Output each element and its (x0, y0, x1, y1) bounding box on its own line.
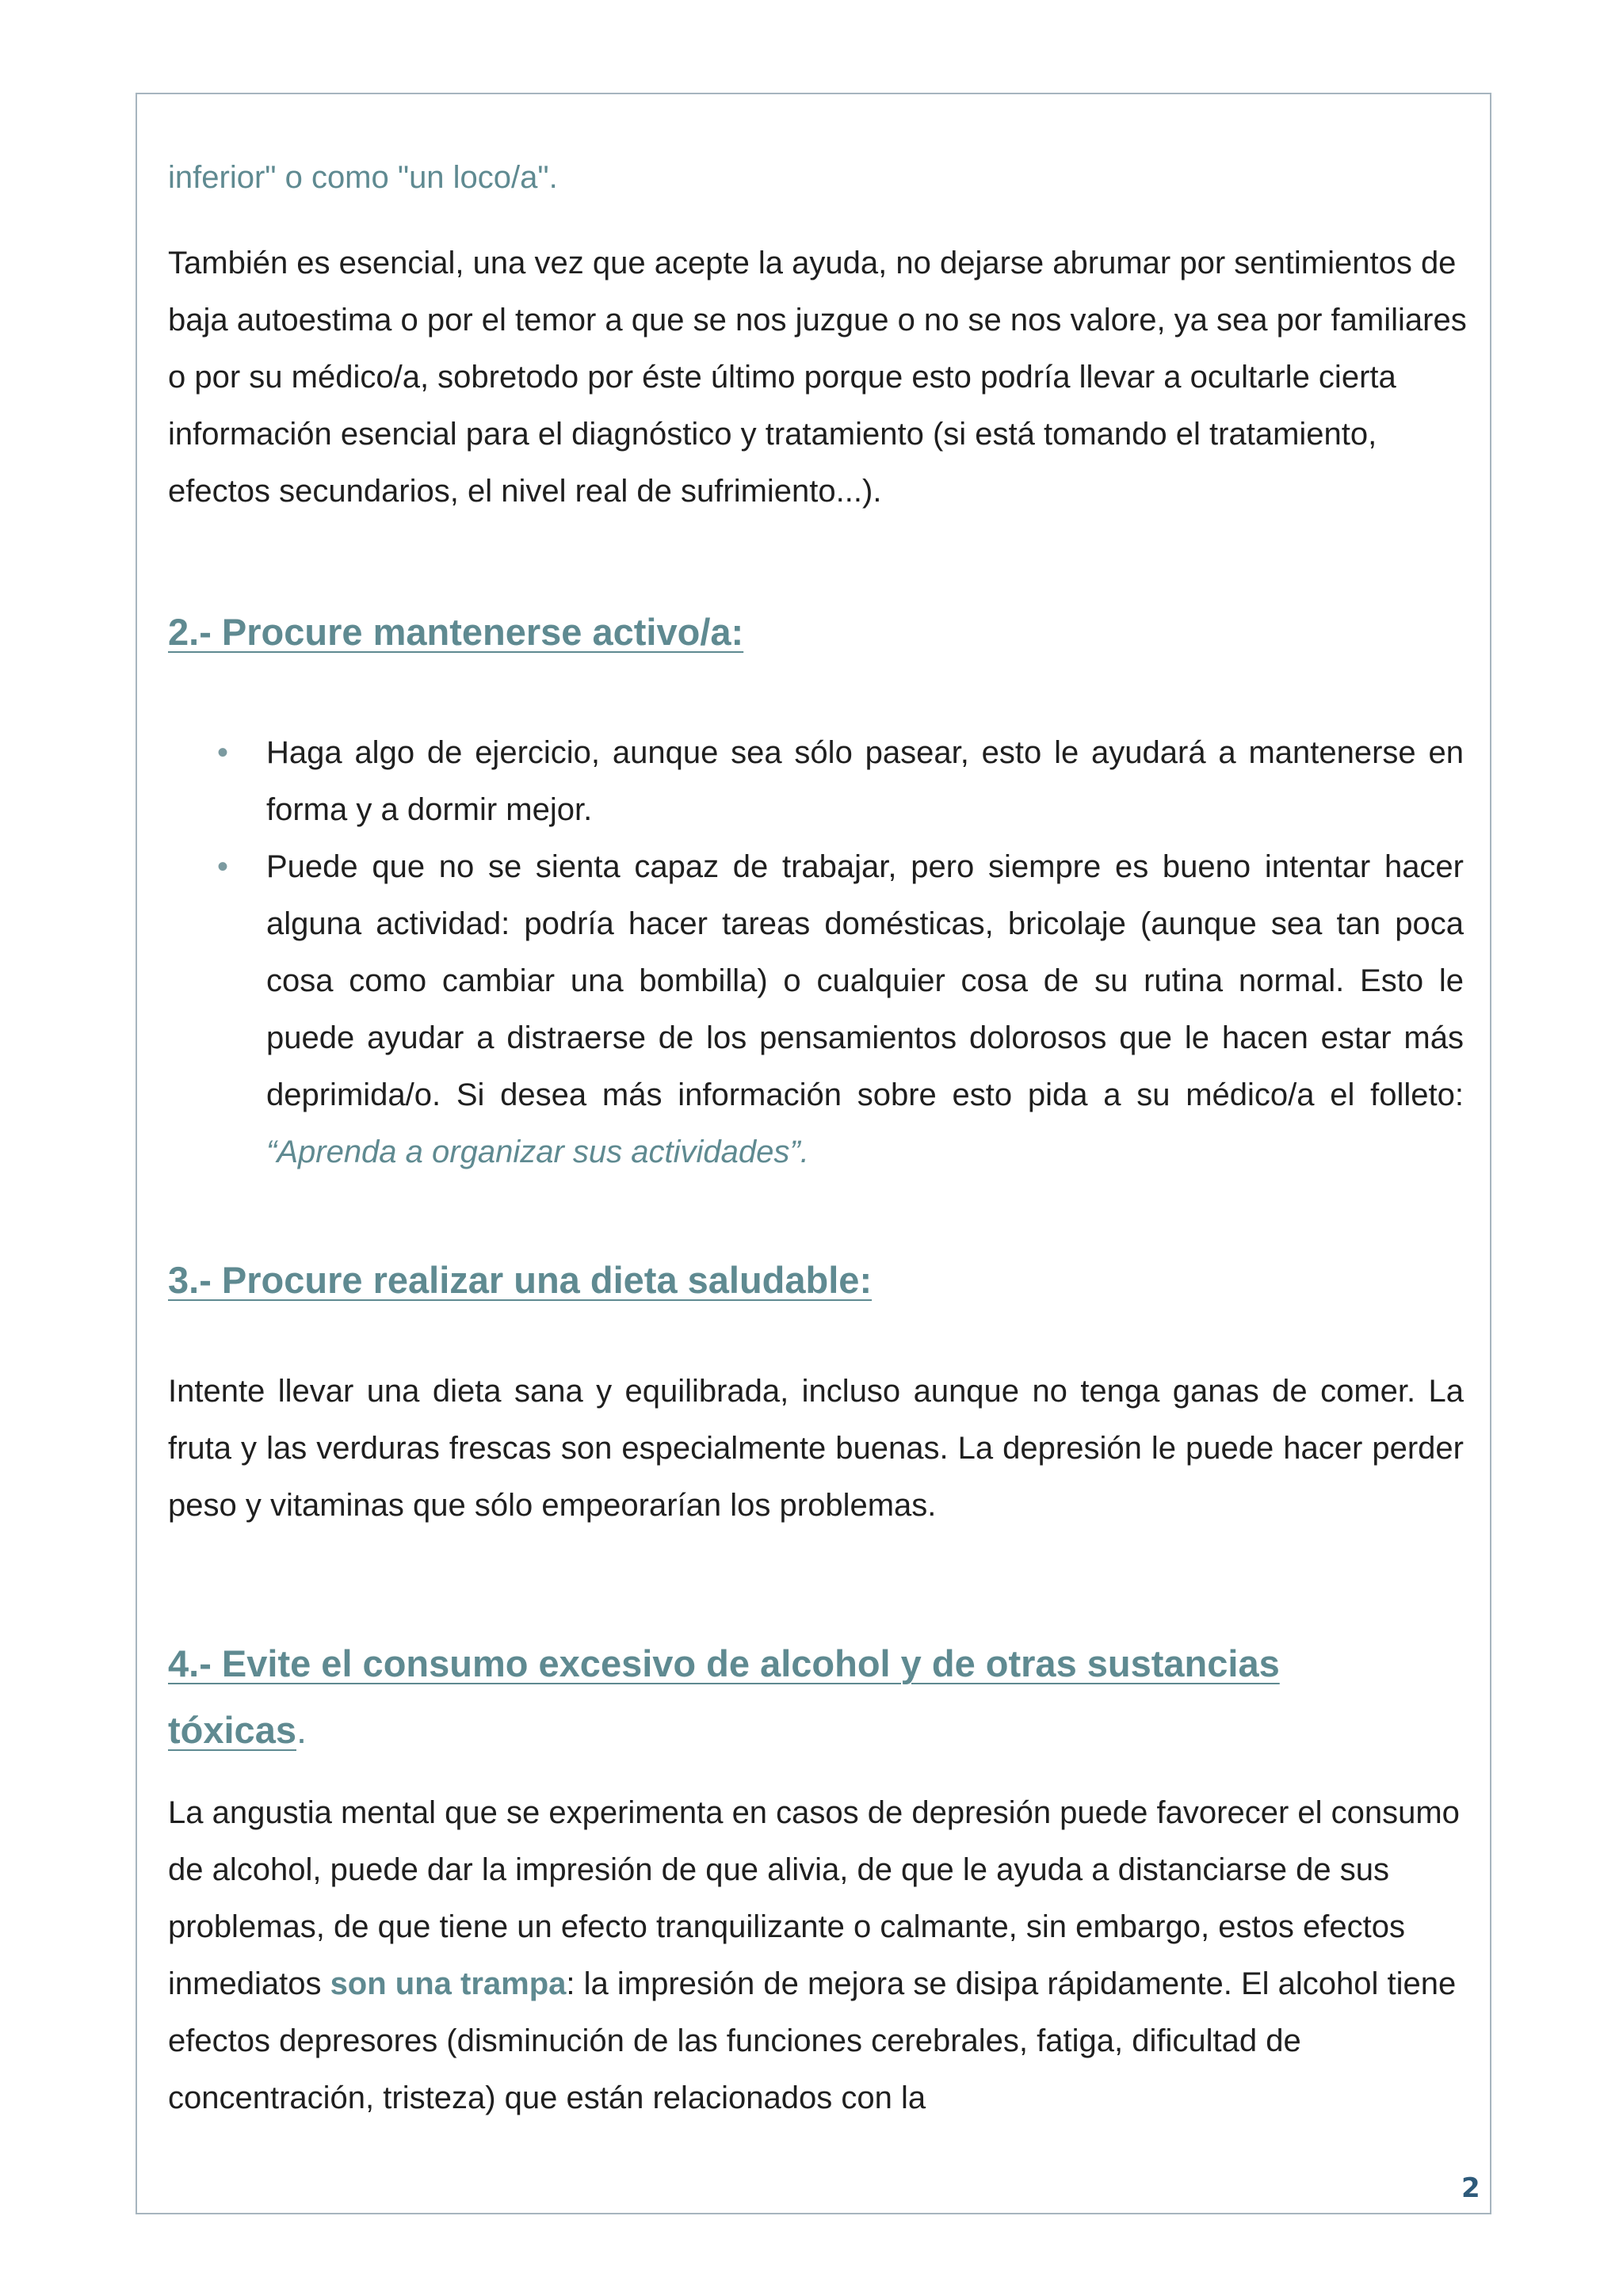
paragraph-alcohol (168, 1784, 1468, 2126)
paragraph-diet: Intente llevar una dieta sana y equilibrada, incluso aunque no tenga ganas de comer. La fruta y las verduras frescas son especialmente buenas. La depresión le puede hacer perder peso y vitaminas que sólo empeorarían los problemas. (168, 1374, 1464, 1523)
section-4-heading-period: . (296, 1709, 307, 1751)
section-4-heading-line2: tóxicas (168, 1709, 296, 1751)
list-item (168, 838, 1464, 1180)
bullet-icon: • (217, 735, 229, 770)
activity-bullet-list (168, 724, 1464, 1180)
section-3-heading-text: 3.- Procure realizar una dieta saludable: (168, 1259, 873, 1301)
section-3-heading (168, 1247, 1464, 1314)
bullet-text-exercise: Haga algo de ejercicio, aunque sea sólo pasear, esto le ayudará a mantenerse en forma y a dormir mejor. (266, 735, 1464, 827)
section-2-heading (168, 599, 1464, 666)
page-number: 2 (1461, 2172, 1480, 2204)
section-4-heading-line1: 4.- Evite el consumo excesivo de alcohol y de otras sustancias (168, 1642, 1280, 1684)
bullet-text-activities: Puede que no se sienta capaz de trabajar, pero siempre es bueno intentar hacer alguna actividad: podría hacer tareas domésticas, bricolaje (aunque sea tan poca cosa como cambiar una bombilla) o cualquier cosa de su rutina normal. Esto le puede ayudar a distraerse de los pensamientos dolorosos que le hacen estar más deprimida/o. Si desea más información sobre esto pida a su médico/a el folleto: (266, 849, 1464, 1112)
section-4-heading (168, 1630, 1468, 1764)
leaflet-title: “Aprenda a organizar sus actividades”. (266, 1135, 809, 1169)
list-item (168, 724, 1464, 838)
alcohol-text-before: La angustia mental que se experimenta en casos de depresión puede favorecer el consumo de alcohol, puede dar la impresión de que alivia, de que le ayuda a distanciarse de sus problemas, de que tiene un efecto tranquilizante o calmante, sin embargo, estos efectos inmediatos (168, 1795, 1460, 2001)
alcohol-text-after: : la impresión de mejora se disipa rápidamente. El alcohol tiene efectos depresores (disminución de las funciones cerebrales, fatiga, dificultad de concentración, tristeza) que están relacionados con la (168, 1966, 1457, 2115)
alcohol-highlight: son una trampa (330, 1966, 567, 2001)
intro-line: inferior" o como "un loco/a". (168, 160, 558, 195)
bullet-icon: • (217, 849, 229, 884)
section-2-heading-text: 2.- Procure mantenerse activo/a: (168, 611, 744, 653)
paragraph-self-esteem: También es esencial, una vez que acepte la ayuda, no dejarse abrumar por sentimientos de baja autoestima o por el temor a que se nos juzgue o no se nos valore, ya sea por familiares o por su médico/a, sobretodo por éste último porque esto podría llevar a ocultarle cierta información esencial para el diagnóstico y tratamiento (si está tomando el tratamiento, efectos secundarios, el nivel real de sufrimiento...). (168, 246, 1467, 509)
